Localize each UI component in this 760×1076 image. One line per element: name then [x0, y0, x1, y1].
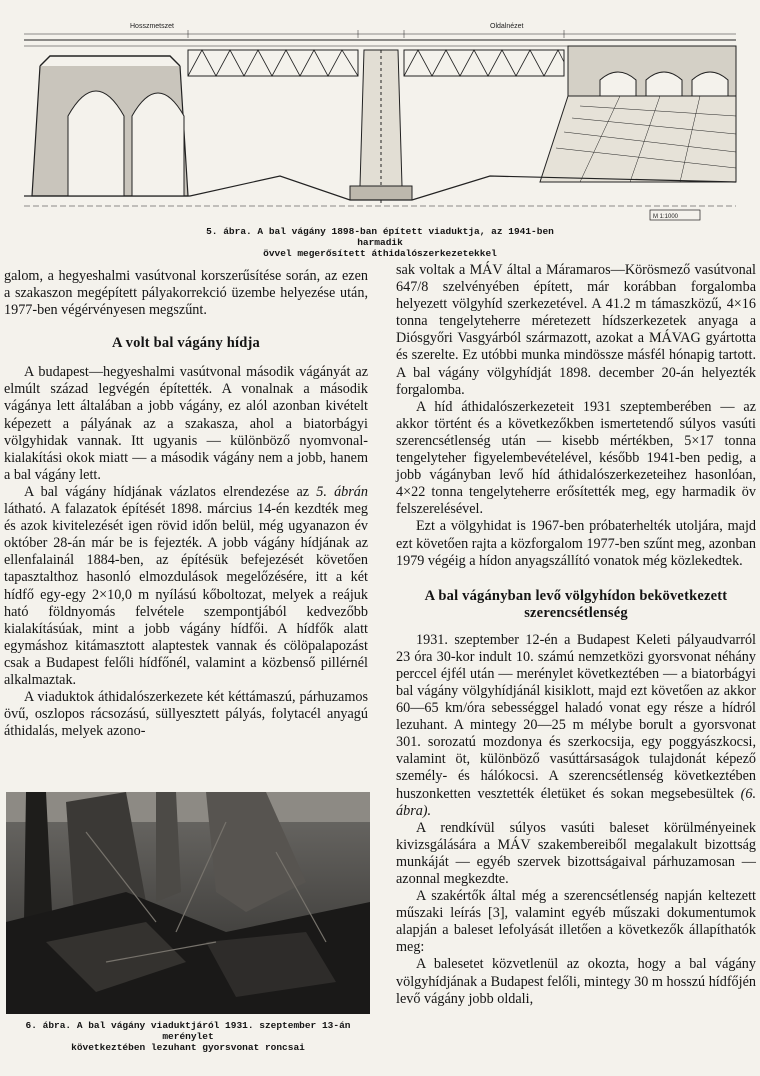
section-heading-accident-line1: A bal vágányban levő völgyhídon bekövetkezett: [424, 587, 728, 604]
figure-6-photo: [6, 792, 370, 1014]
figure-5-viaduct-drawing: [20, 6, 740, 224]
left-paragraph-3-start: A bal vágány hídjának vázlatos elrendezése az: [24, 483, 317, 500]
right-paragraph-3: Ezt a völgyhidat is 1967-ben próbaterhelték utoljára, majd ezt követően rajta a közforgalom 1977-ben szűnt meg, azonban 1979 végéig a hídon anyagszállító vonatok még közlekedtek.: [396, 518, 756, 569]
left-paragraph-1: galom, a hegyeshalmi vasútvonal korszerűsítése során, az ezen a szakaszon megépített pályakorrekció üzembe helyezése után, 1977-ben végérvényesen megszűnt.: [4, 268, 368, 319]
section-heading-accident: [396, 588, 756, 622]
figure-6-caption-line2: következtében lezuhant gyorsvonat roncsai: [71, 1042, 305, 1053]
section-heading-accident-line2: szerencsétlenség: [524, 604, 628, 621]
right-paragraph-6: A szakértők által még a szerencsétlenség napján keltezett műszaki leírás [3], valamint egyéb műszaki dokumentumok alapján a baleset lefolyását illetően a következők állapíthatók meg:: [396, 888, 756, 956]
section-heading-left-bridge: A volt bal vágány hídja: [111, 335, 261, 352]
drawing-label-left: Hosszmetszet: [130, 23, 174, 30]
left-paragraph-3-rest: látható. A falazatok építését 1898. március 14-én kezdték meg és azok kivitelezését igen rövid időn belül, még ugyanazon év október 28-án már be is fejezték. A jobb vágány hídjának az ellenfalainál 1884-ben, az építésük befejezését követően tapasztalthoz hasonló elmozdulások megelőzésére, itt a két hídfő egy-egy 2×10,0 m nyílású kőboltozat, melyek a reájuk ható földnyomás felvétele szempontjából kedvezőbb kialakításúak, mint a jobb vágány hídfői. A hídfők alatt egymáshoz kitámasztott alaptestek vannak és cölöpalapozást csak a Budapest felőli hídfőnél, valamint a közbenső pillérnél alkalmaztak.: [4, 501, 368, 688]
right-paragraph-4: [396, 632, 756, 820]
left-paragraph-3: [4, 484, 368, 689]
wreck-photograph: [6, 792, 370, 1014]
right-paragraph-1: sak voltak a MÁV által a Máramaros—Körösmező vasútvonal 647/8 szelvényében épített, már korábban forgalomba helyezett völgyhíd szerkezetével. A 41.2 m támaszközű, 4×16 tonna tengelyteherre méretezett hídszerkezetek anyaga a Diósgyőri Vasgyárból származott, azokat a MÁVAG gyártotta és szerelte. Ez utóbbi munka mindössze másfél hónapig tartott. A bal vágány völgyhídját 1898. december 20-án helyezték forgalomba.: [396, 262, 756, 398]
drawing-scale-stamp: M 1:1000: [653, 214, 679, 220]
drawing-label-right: Oldalnézet: [490, 23, 524, 30]
figure-6-caption-line1: 6. ábra. A bal vágány viaduktjáról 1931. szeptember 13-án merénylet: [25, 1020, 351, 1042]
left-paragraph-4: A viaduktok áthidalószerkezete két kéttámaszú, párhuzamos övű, oszlopos rácsozású, süllyesztett pályás, folytacél anyagú áthidalás, melyek azono-: [4, 689, 368, 740]
figure-5-reference: 5. ábrán: [316, 483, 368, 500]
right-paragraph-7: A balesetet közvetlenül az okozta, hogy a bal vágány völgyhídjának a Budapest felőli, mintegy 30 m hosszú hídfőjén levő vágány jobb oldali,: [396, 956, 756, 1007]
right-column: [396, 262, 756, 1008]
left-paragraph-2: A budapest—hegyeshalmi vasútvonal második vágányát az elmúlt század legvégén építették. A vonalnak a második vágánya lett általában a jobb vágány, ez alól azonban kivételt képezett a pályának az a szakasza, ahol a biatorbágyi völgyhidak vannak. Itt ugyanis — különböző nyomvonal-kialakítási okok miatt — a második vágány nem a jobb, hanem a bal vágány lett.: [4, 364, 368, 483]
figure-5-caption: [190, 226, 570, 259]
figure-5-caption-line2: övvel megerősített áthidalószerkezetekkel: [263, 248, 497, 259]
viaduct-drawing: [20, 6, 740, 224]
right-paragraph-5: A rendkívül súlyos vasúti baleset körülményeinek kivizsgálására a MÁV szakembereiből megalakult bizottság munkáját — egyéb szervek bizottságaival párhuzamosan — azonnal megkezdte.: [396, 819, 756, 887]
figure-6-caption: [6, 1020, 370, 1053]
right-paragraph-4-text: 1931. szeptember 12-én a Budapest Keleti pályaudvarról 23 óra 30-kor indult 10. számú nemzetközi gyorsvonat néhány perccel éjfél után — merénylet következtében — a biatorbágyi bal vágány völgyhídjánál kisiklott, majd ezt követően az akkor 60—65 km/óra sebességgel haladó vonat egy része a hídról lezuhant. A mintegy 20—25 m mélybe borult a gyorsvonat 301. sorozatú mozdonya és szerkocsija, egy poggyászkocsi, valamint öt, különböző vasúttársaságok tulajdonát képező személy- és hálókocsi. A szerencsétlenség következtében huszonketten vesztették életüket és sokan megsebesültek: [396, 631, 756, 802]
figure-5-caption-line1: 5. ábra. A bal vágány 1898-ban épített viaduktja, az 1941-ben harmadik: [206, 226, 554, 248]
figure-6-reference: (6. ábra).: [396, 785, 756, 819]
right-paragraph-2: A híd áthidalószerkezeteit 1931 szeptemberében — az akkor történt és a következőkben ismertetendő súlyos vasúti szerencsétlenség után — kisebb mértékben, 5×17 tonna tengelyteher figyelembevételével, később 1941-ben pedig, a jobb vágányban levő híd áthidalószerkezeteihez hasonlóan, 4×22 tonna tengelyteherre erősítették meg, egy harmadik öv felszerelésével.: [396, 398, 756, 518]
left-column: [4, 268, 368, 740]
